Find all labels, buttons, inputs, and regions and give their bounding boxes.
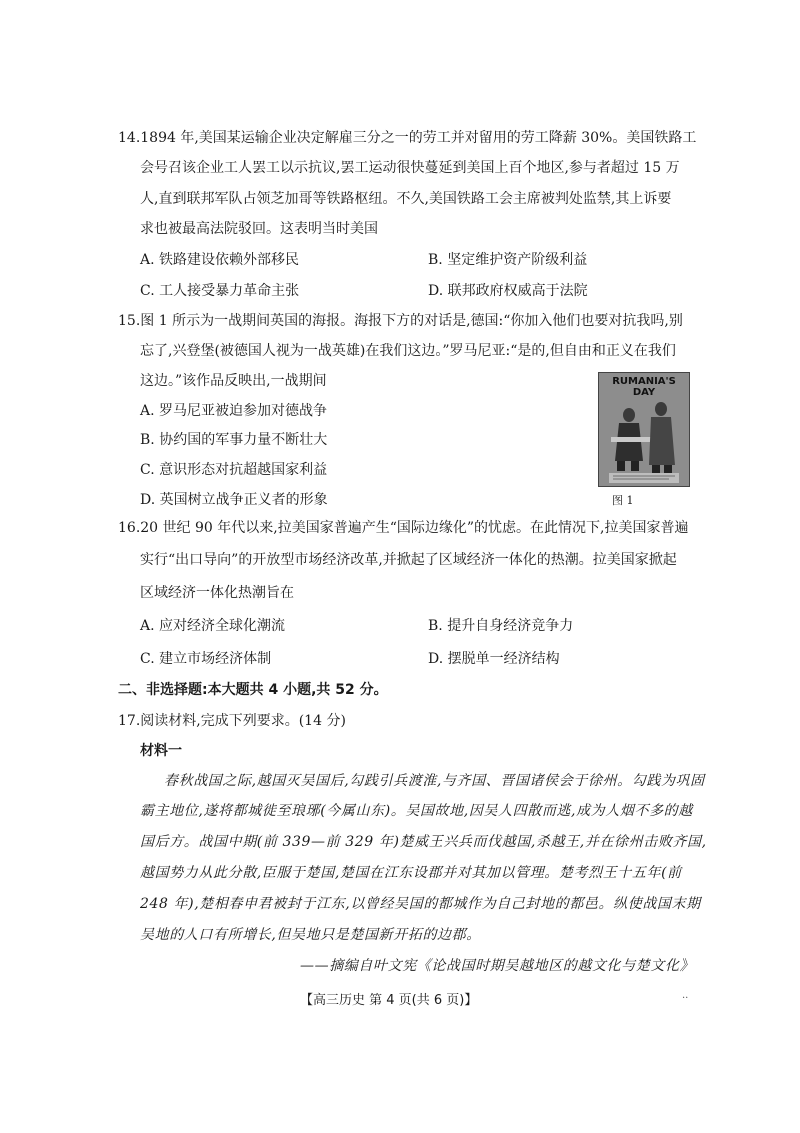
q16-line-1: 16.20 世纪 90 年代以来,拉美国家普遍产生“国际边缘化”的忧虑。在此情况下,拉美国家普遍 (118, 520, 689, 536)
q14-option-b: B. 坚定维护资产阶级利益 (428, 252, 588, 268)
q16-option-b: B. 提升自身经济竞争力 (428, 618, 574, 634)
page-footer: 【高三历史 第 4 页(共 6 页)】 (300, 993, 478, 1008)
q16-option-c: C. 建立市场经济体制 (140, 651, 272, 667)
material-1-line-5: 248 年),楚相春申君被封于江东,以曾经吴国的都城作为自己封地的都邑。纵使战国末期 (140, 896, 701, 912)
material-1-line-2: 霸主地位,遂将都城徙至琅琊(今属山东)。吴国故地,因吴人四散而逃,成为人烟不多的越 (140, 803, 693, 819)
q15-line-1: 15.图 1 所示为一战期间英国的海报。海报下方的对话是,德国:“你加入他们也要对抗我吗,别 (118, 313, 683, 329)
q14-line-2: 会号召该企业工人罢工以示抗议,罢工运动很快蔓延到美国上百个地区,参与者超过 15 万 (140, 160, 680, 176)
section-2-heading: 二、非选择题:本大题共 4 小题,共 52 分。 (118, 682, 388, 698)
poster-title-line-1: RUMANIA'S (612, 376, 676, 387)
material-1-line-1: 春秋战国之际,越国灭吴国后,勾践引兵渡淮,与齐国、晋国诸侯会于徐州。勾践为巩固 (164, 773, 705, 789)
q15-line-3: 这边。”该作品反映出,一战期间 (140, 373, 327, 389)
figure-1-caption: 图 1 (612, 494, 634, 507)
corner-mark: .. (682, 990, 689, 1001)
q14-option-c: C. 工人接受暴力革命主张 (140, 283, 300, 299)
material-1-line-6: 吴地的人口有所增长,但吴地只是楚国新开拓的边郡。 (140, 927, 481, 943)
q15-option-d: D. 英国树立战争正义者的形象 (140, 492, 328, 508)
poster-illustration (599, 373, 689, 486)
rumanias-day-poster-image (598, 372, 690, 487)
poster-dialogue-block (609, 473, 679, 483)
q16-option-d: D. 摆脱单一经济结构 (428, 651, 560, 667)
q16-line-3: 区域经济一体化热潮旨在 (140, 585, 294, 601)
material-1-line-4: 越国势力从此分散,臣服于楚国,楚国在江东设郡并对其加以管理。楚考烈王十五年(前 (140, 865, 682, 881)
q15-option-a: A. 罗马尼亚被迫参加对德战争 (140, 403, 328, 419)
q14-option-a: A. 铁路建设依赖外部移民 (140, 252, 300, 268)
q15-option-b: B. 协约国的军事力量不断壮大 (140, 432, 328, 448)
poster-figure-right-body (649, 417, 675, 465)
material-1-source: ——摘编自叶文宪《论战国时期吴越地区的越文化与楚文化》 (300, 958, 695, 974)
q14-line-1: 14.1894 年,美国某运输企业决定解雇三分之一的劳工并对留用的劳工降薪 30%。美国铁路工 (118, 130, 697, 146)
q14-line-4: 求也被最高法院驳回。这表明当时美国 (140, 221, 378, 237)
material-1-title: 材料一 (140, 743, 182, 759)
q15-option-c: C. 意识形态对抗超越国家利益 (140, 462, 328, 478)
q17-stem: 17.阅读材料,完成下列要求。(14 分) (118, 713, 346, 729)
q16-option-a: A. 应对经济全球化潮流 (140, 618, 286, 634)
poster-figure-left-head (623, 408, 635, 422)
q14-option-d: D. 联邦政府权威高于法院 (428, 283, 588, 299)
q14-line-3: 人,直到联邦军队占领芝加哥等铁路枢纽。不久,美国铁路工会主席被判处监禁,其上诉要 (140, 191, 672, 207)
q15-line-2: 忘了,兴登堡(被德国人视为一战英雄)在我们这边。”罗马尼亚:“是的,但自由和正义在我们 (140, 343, 676, 359)
poster-table (611, 437, 651, 442)
poster-figure-right-head (655, 402, 667, 416)
material-1-line-3: 国后方。战国中期(前 339—前 329 年)楚威王兴兵而伐越国,杀越王,并在徐州击败齐国, (140, 834, 707, 850)
q16-line-2: 实行“出口导向”的开放型市场经济改革,并掀起了区域经济一体化的热潮。拉美国家掀起 (140, 552, 677, 568)
poster-title-line-2: DAY (632, 387, 656, 398)
